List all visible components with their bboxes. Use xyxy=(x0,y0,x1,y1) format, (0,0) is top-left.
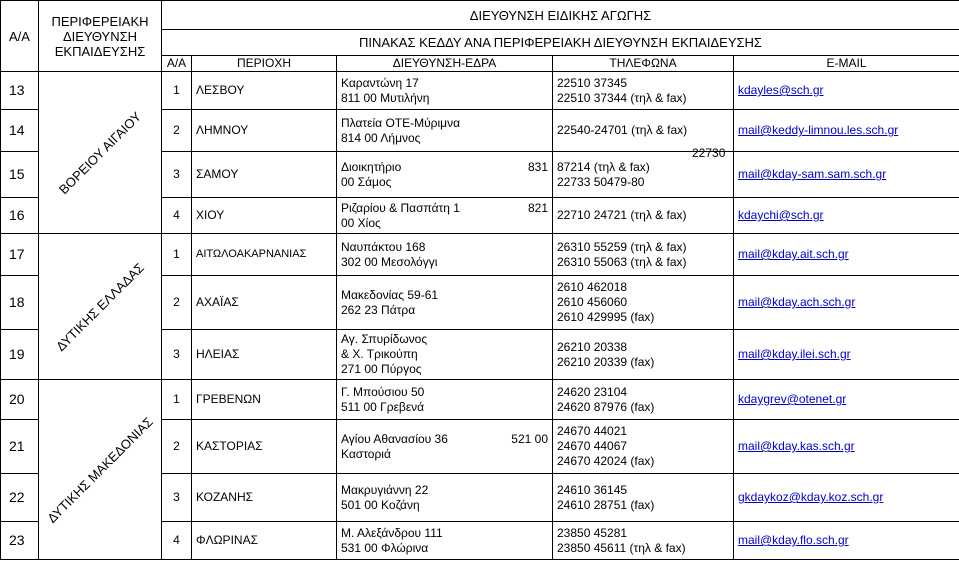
phones xyxy=(553,522,734,560)
area: ΦΛΩΡΙΝΑΣ xyxy=(192,522,337,560)
address xyxy=(337,276,553,330)
area: ΚΟΖΑΝΗΣ xyxy=(192,474,337,522)
row-aa: 2 xyxy=(162,110,192,152)
address xyxy=(337,522,553,560)
postcode-fragment: 821 xyxy=(527,200,548,215)
address-line: Καστοριά xyxy=(341,446,391,461)
address-line: 811 00 Μυτιλήνη xyxy=(341,90,430,105)
email-link[interactable]: mail@keddy-limnou.les.sch.gr xyxy=(738,123,899,137)
col-aa: Α/Α xyxy=(162,56,192,72)
address-line: Ριζαρίου & Πασπάτη 1 xyxy=(341,200,460,215)
row-aa: 1 xyxy=(162,234,192,276)
row-aa: 1 xyxy=(162,380,192,420)
address-line: Γ. Μπούσιου 50 xyxy=(341,384,425,399)
phone-line: 23850 45281 xyxy=(557,525,628,540)
address-line: Μακεδονίας 59-61 xyxy=(341,287,439,302)
address xyxy=(337,72,553,110)
table-row xyxy=(1,72,959,110)
region-header: ΠΕΡΙΦΕΡΕΙΑΚΗ ΔΙΕΥΘΥΝΣΗ ΕΚΠΑΙΔΕΥΣΗΣ xyxy=(39,1,162,72)
table-title: ΠΙΝΑΚΑΣ ΚΕΔΔΥ ΑΝΑ ΠΕΡΙΦΕΡΕΙΑΚΗ ΔΙΕΥΘΥΝΣΗ ΕΚΠΑΙΔΕΥΣΗΣ xyxy=(162,30,959,56)
region-cell xyxy=(39,72,162,234)
region-label: ΔΥΤΙΚΗΣ ΜΑΚΕΔΟΝΙΑΣ xyxy=(44,413,156,526)
phones xyxy=(553,380,734,420)
phone-line: 87214 (τηλ & fax) xyxy=(557,159,650,174)
phone-line: 24610 28751 (fax) xyxy=(557,497,655,512)
phone-line: 24610 36145 xyxy=(557,482,628,497)
phone-line: 24620 23104 xyxy=(557,384,628,399)
table-row xyxy=(1,234,959,276)
address-line: 814 00 Λήμνος xyxy=(341,130,421,145)
postcode-fragment: 521 00 xyxy=(511,431,548,446)
phone-line: 24670 44021 xyxy=(557,424,628,438)
area: ΑΙΤΩΛΟΑΚΑΡΝΑΝΙΑΣ xyxy=(192,234,337,276)
address-line: 271 00 Πύργος xyxy=(341,362,422,376)
phone-line: 26310 55259 (τηλ & fax) xyxy=(557,239,687,254)
address-line: Διοικητήριο xyxy=(341,159,402,174)
col-email: E-MAIL xyxy=(734,56,959,72)
phone-line: 22733 50479-80 xyxy=(557,174,645,189)
address-line: Αγ. Σπυρίδωνος xyxy=(341,332,428,346)
address-line: Πλατεία ΟΤΕ-Μύριμνα xyxy=(341,115,461,130)
stray-phone-fragment: 22730 xyxy=(692,146,726,160)
row-number: 13 xyxy=(1,72,39,110)
phone-line: 2610 456060 xyxy=(557,295,628,309)
row-aa: 4 xyxy=(162,198,192,234)
dept-title: ΔΙΕΥΘΥΝΣΗ ΕΙΔΙΚΗΣ ΑΓΩΓΗΣ xyxy=(162,1,959,30)
area: ΧΙΟΥ xyxy=(192,198,337,234)
address xyxy=(337,420,553,474)
email-link[interactable]: gkdaykoz@kday.koz.sch.gr xyxy=(738,490,884,504)
address xyxy=(337,380,553,420)
row-number: 22 xyxy=(1,474,39,522)
row-number: 20 xyxy=(1,380,39,420)
phones xyxy=(553,420,734,474)
email-link[interactable]: kdayles@sch.gr xyxy=(738,83,824,97)
email-link[interactable]: mail@kday.flo.sch.gr xyxy=(738,533,849,547)
row-aa: 2 xyxy=(162,276,192,330)
address-line: 501 00 Κοζάνη xyxy=(341,497,420,512)
address-line: Αγίου Αθανασίου 36 xyxy=(341,431,448,446)
email-link[interactable]: mail@kday.ait.sch.gr xyxy=(738,247,849,261)
address xyxy=(337,330,553,380)
phone-line: 24620 87976 (fax) xyxy=(557,399,655,414)
address-line: & Χ. Τρικούπη xyxy=(341,347,418,361)
col-phones: ΤΗΛΕΦΩΝΑ xyxy=(553,56,734,72)
area: ΛΗΜΝΟΥ xyxy=(192,110,337,152)
row-aa: 1 xyxy=(162,72,192,110)
area: ΓΡΕΒΕΝΩΝ xyxy=(192,380,337,420)
postcode-fragment: 831 xyxy=(527,159,548,174)
address-line: 531 00 Φλώρινα xyxy=(341,540,429,555)
address xyxy=(337,152,553,198)
row-number: 21 xyxy=(1,420,39,474)
address-line: 302 00 Μεσολόγγι xyxy=(341,254,438,269)
phones xyxy=(553,198,734,234)
address-line: 511 00 Γρεβενά xyxy=(341,399,425,414)
email-link[interactable]: mail@kday.kas.sch.gr xyxy=(738,439,855,453)
email-link[interactable]: kdaygrev@otenet.gr xyxy=(738,392,847,406)
area: ΣΑΜΟΥ xyxy=(192,152,337,198)
phone-line: 23850 45611 (τηλ & fax) xyxy=(557,540,686,555)
col-address: ΔΙΕΥΘΥΝΣΗ-ΕΔΡΑ xyxy=(337,56,553,72)
email-link[interactable]: mail@kday.ilei.sch.gr xyxy=(738,347,851,361)
phone-line: 26210 20338 xyxy=(557,339,628,354)
table-row xyxy=(1,380,959,420)
phone-line: 26210 20339 (fax) xyxy=(557,354,655,369)
region-cell xyxy=(39,380,162,560)
area: ΛΕΣΒΟΥ xyxy=(192,72,337,110)
area: ΚΑΣΤΟΡΙΑΣ xyxy=(192,420,337,474)
address-line: 262 23 Πάτρα xyxy=(341,302,416,317)
col-area: ΠΕΡΙΟΧΗ xyxy=(192,56,337,72)
row-aa: 4 xyxy=(162,522,192,560)
phone-line: 24670 42024 (fax) xyxy=(557,454,655,468)
phone-line: 2610 462018 xyxy=(557,280,628,294)
phones xyxy=(553,474,734,522)
row-number: 18 xyxy=(1,276,39,330)
phone-line: 2610 429995 (fax) xyxy=(557,310,655,324)
row-aa: 3 xyxy=(162,152,192,198)
phones xyxy=(553,72,734,110)
address xyxy=(337,474,553,522)
phone-line: 22510 37344 (τηλ & fax) xyxy=(557,90,687,105)
phone-line: 26310 55063 (τηλ & fax) xyxy=(557,254,687,269)
row-aa: 2 xyxy=(162,420,192,474)
phones xyxy=(553,234,734,276)
row-aa: 3 xyxy=(162,330,192,380)
region-cell xyxy=(39,234,162,380)
region-label: ΒΟΡΕΙΟΥ ΑΙΓΑΙΟΥ xyxy=(55,108,145,197)
phones xyxy=(553,276,734,330)
row-number: 16 xyxy=(1,198,39,234)
address xyxy=(337,198,553,234)
phones xyxy=(553,330,734,380)
address-line: Μ. Αλεξάνδρου 111 xyxy=(341,525,443,540)
address-line: Ναυπάκτου 168 xyxy=(341,239,426,254)
row-number: 23 xyxy=(1,522,39,560)
row-aa: 3 xyxy=(162,474,192,522)
email-link[interactable]: mail@kday.ach.sch.gr xyxy=(738,295,856,309)
address-line: Μακρυγιάννη 22 xyxy=(341,482,429,497)
aa-header: Α/Α xyxy=(1,1,39,72)
address xyxy=(337,110,553,152)
address xyxy=(337,234,553,276)
phone-line: 22540-24701 (τηλ & fax) xyxy=(557,123,688,137)
email-link[interactable]: kdaychi@sch.gr xyxy=(738,208,824,222)
row-number: 15 xyxy=(1,152,39,198)
area: ΗΛΕΙΑΣ xyxy=(192,330,337,380)
address-line: 00 Χίος xyxy=(341,215,381,230)
address-line: Καραντώνη 17 xyxy=(341,75,419,90)
region-label: ΔΥΤΙΚΗΣ ΕΛΛΑΔΑΣ xyxy=(53,259,147,354)
row-number: 14 xyxy=(1,110,39,152)
row-number: 17 xyxy=(1,234,39,276)
phone-line: 22710 24721 (τηλ & fax) xyxy=(557,208,687,222)
email-link[interactable]: mail@kday-sam.sam.sch.gr xyxy=(738,167,887,181)
phone-line: 24670 44067 xyxy=(557,439,628,453)
row-number: 19 xyxy=(1,330,39,380)
address-line: 00 Σάμος xyxy=(341,174,392,189)
area: ΑΧΑΪΑΣ xyxy=(192,276,337,330)
phone-line: 22510 37345 xyxy=(557,75,628,90)
